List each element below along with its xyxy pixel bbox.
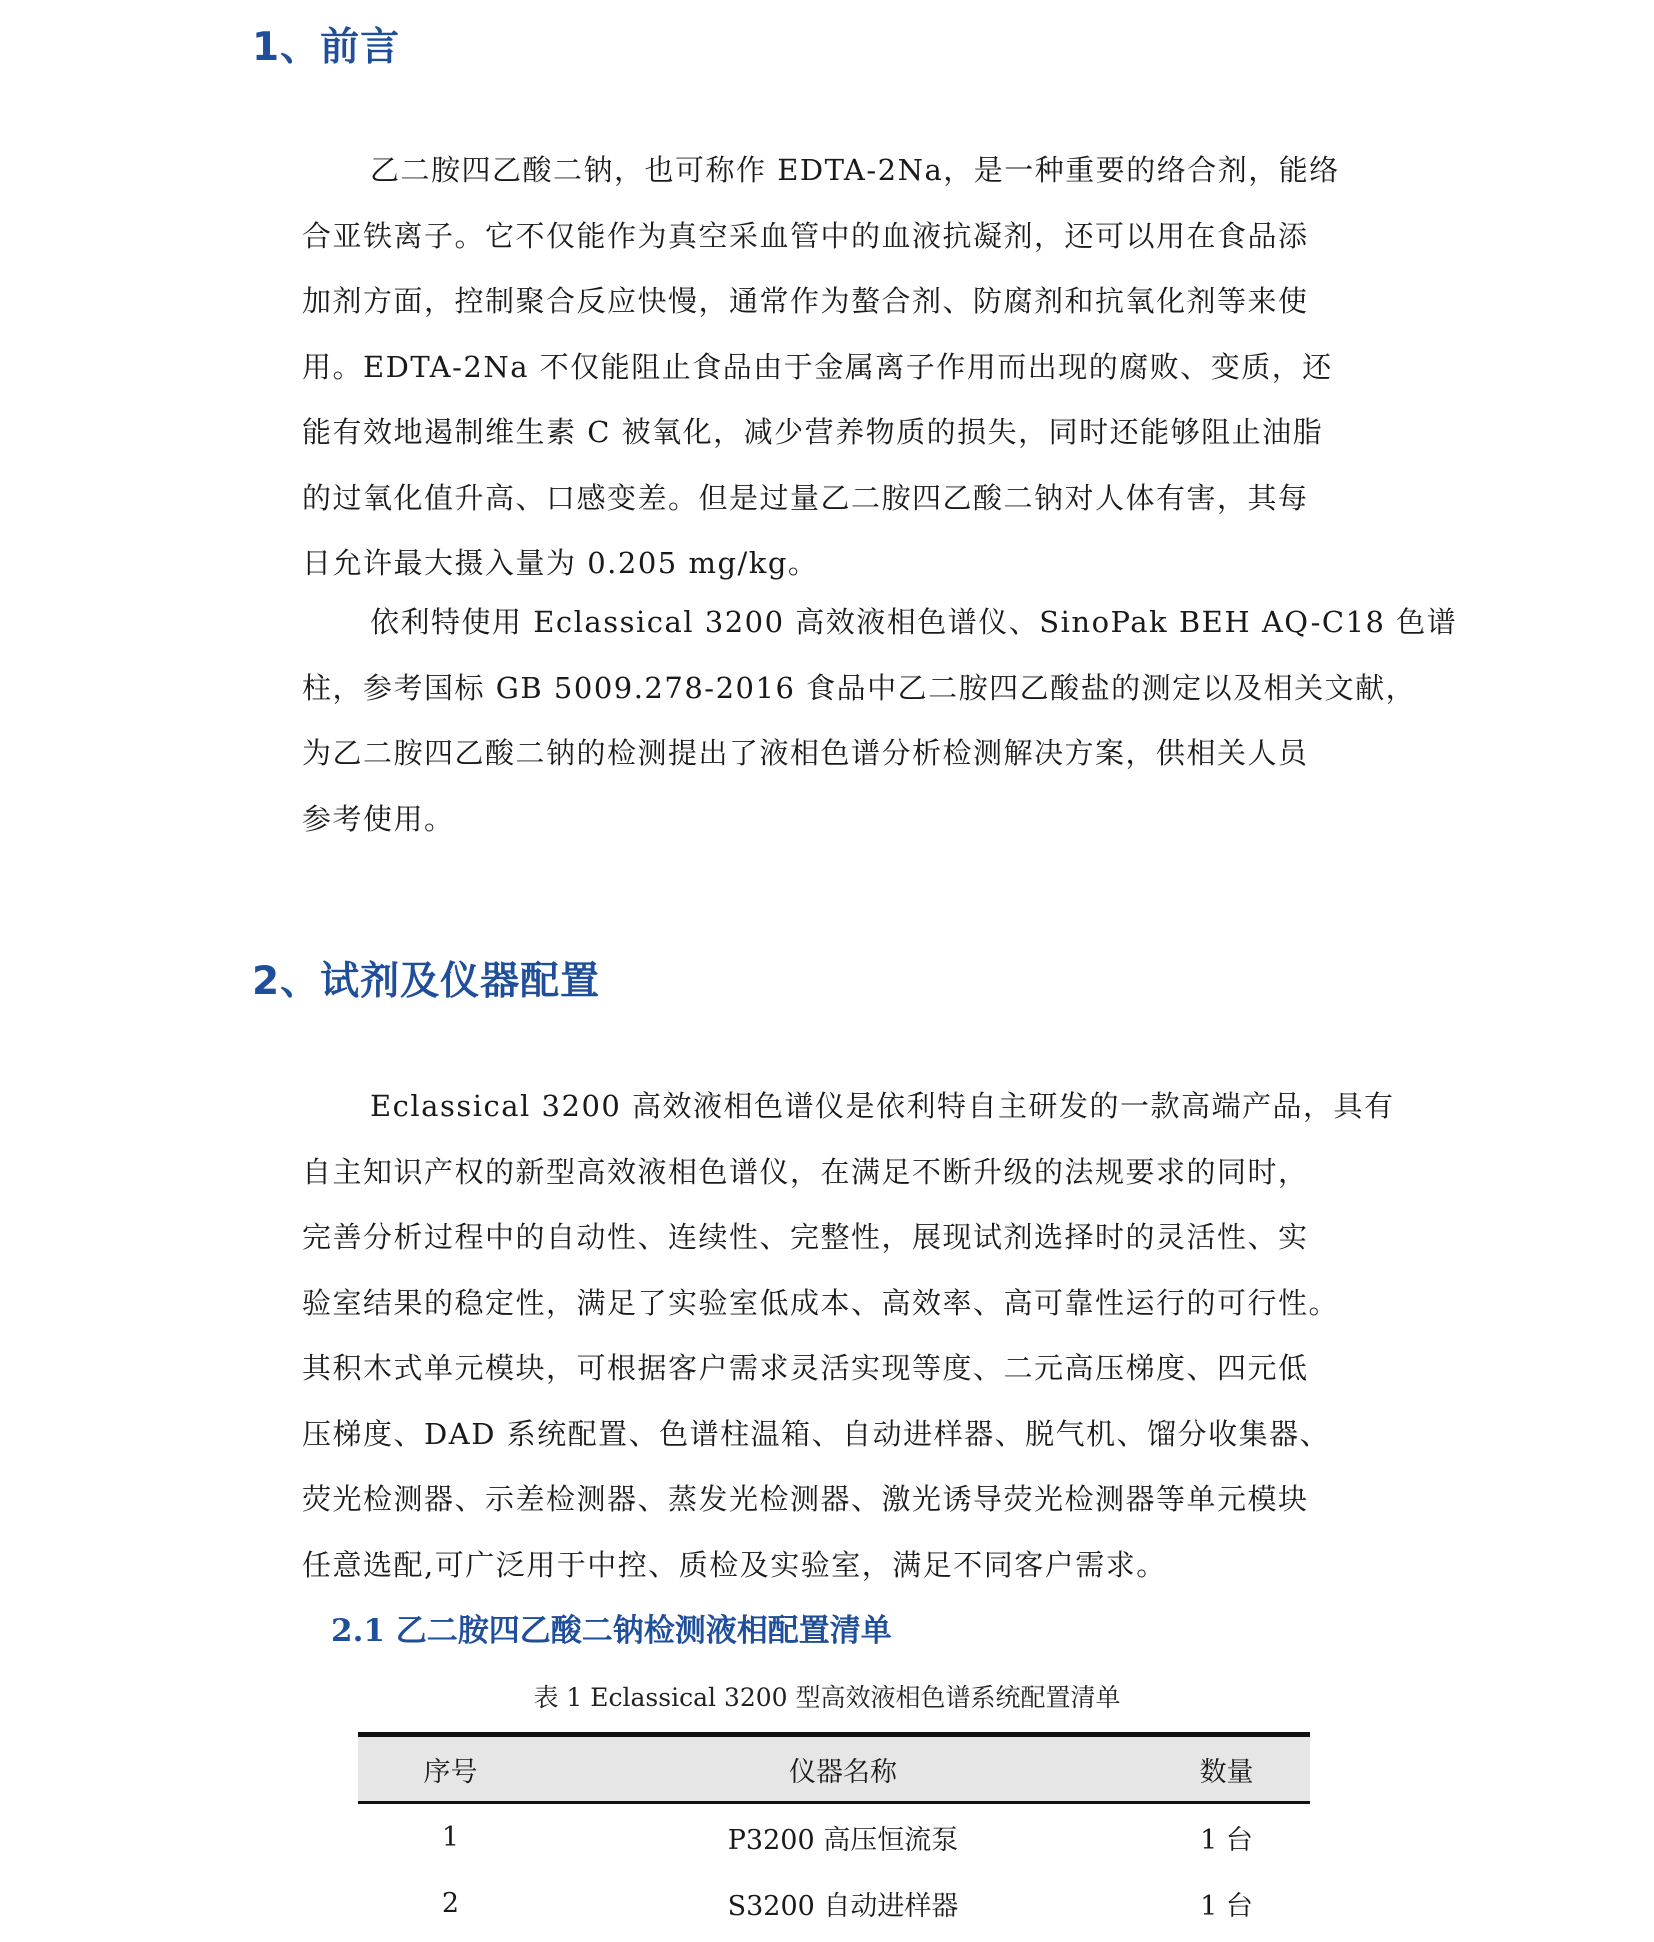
- text-line: 自主知识产权的新型高效液相色谱仪，在满足不断升级的法规要求的同时，: [302, 1154, 1309, 1189]
- instrument-paragraph: [302, 1074, 1412, 1598]
- text-line: 为乙二胺四乙酸二钠的检测提出了液相色谱分析检测解决方案，供相关人员: [302, 736, 1309, 770]
- section-1-heading: 1、前言: [252, 25, 401, 70]
- intro-paragraph-2: [302, 590, 1458, 852]
- cell-quantity: 1 台: [1200, 1890, 1253, 1922]
- header-index: 序号: [423, 1756, 478, 1788]
- text-line: 参考使用。: [302, 801, 455, 836]
- table-row: [358, 1804, 1310, 1870]
- cell-index: 2: [441, 1887, 460, 1919]
- config-table: [358, 1732, 1310, 1936]
- text-line: 用。EDTA-2Na 不仅能阻止食品由于金属离子作用而出现的腐败、变质，还: [302, 349, 1333, 384]
- intro-paragraph-1: [302, 138, 1412, 597]
- header-instrument-name: 仪器名称: [789, 1756, 897, 1788]
- header-quantity: 数量: [1199, 1756, 1254, 1788]
- text-line: 任意选配,可广泛用于中控、质检及实验室，满足不同客户需求。: [302, 1547, 1167, 1582]
- text-line: 的过氧化值升高、口感变差。但是过量乙二胺四乙酸二钠对人体有害，其每: [302, 480, 1309, 515]
- cell-quantity: 1 台: [1200, 1824, 1253, 1856]
- text-line: 压梯度、DAD 系统配置、色谱柱温箱、自动进样器、脱气机、馏分收集器、: [302, 1416, 1331, 1451]
- text-line: 其积木式单元模块，可根据客户需求灵活实现等度、二元高压梯度、四元低: [302, 1351, 1309, 1385]
- text-line: 验室结果的稳定性，满足了实验室低成本、高效率、高可靠性运行的可行性。: [302, 1285, 1340, 1320]
- section-2-heading: 2、试剂及仪器配置: [252, 959, 601, 1004]
- text-line: 乙二胺四乙酸二钠，也可称作 EDTA-2Na，是一种重要的络合剂，能络: [370, 153, 1340, 187]
- table-header-row: [358, 1737, 1310, 1804]
- table-caption: 表 1 Eclassical 3200 型高效液相色谱系统配置清单: [533, 1683, 1121, 1712]
- text-line: 合亚铁离子。它不仅能作为真空采血管中的血液抗凝剂，还可以用在食品添: [302, 218, 1309, 253]
- text-line: 能有效地遏制维生素 C 被氧化，减少营养物质的损失，同时还能够阻止油脂: [302, 415, 1324, 449]
- cell-instrument-name: P3200 高压恒流泵: [727, 1824, 959, 1856]
- text-line: 加剂方面，控制聚合反应快慢，通常作为螯合剂、防腐剂和抗氧化剂等来使: [302, 284, 1309, 318]
- text-line: 柱，参考国标 GB 5009.278-2016 食品中乙二胺四乙酸盐的测定以及相关文献，: [302, 670, 1417, 705]
- text-line: 依利特使用 Eclassical 3200 高效液相色谱仪、SinoPak BEH AQ-C18 色谱: [370, 605, 1458, 639]
- text-line: 荧光检测器、示差检测器、蒸发光检测器、激光诱导荧光检测器等单元模块: [302, 1482, 1309, 1516]
- text-line: Eclassical 3200 高效液相色谱仪是依利特自主研发的一款高端产品，具有: [370, 1089, 1395, 1123]
- text-line: 日允许最大摄入量为 0.205 mg/kg。: [302, 546, 819, 580]
- text-line: 完善分析过程中的自动性、连续性、完整性，展现试剂选择时的灵活性、实: [302, 1220, 1309, 1254]
- cell-instrument-name: S3200 自动进样器: [727, 1890, 959, 1922]
- cell-index: 1: [441, 1821, 460, 1853]
- table-row: [358, 1870, 1310, 1936]
- subsection-heading: 2.1 乙二胺四乙酸二钠检测液相配置清单: [331, 1613, 892, 1649]
